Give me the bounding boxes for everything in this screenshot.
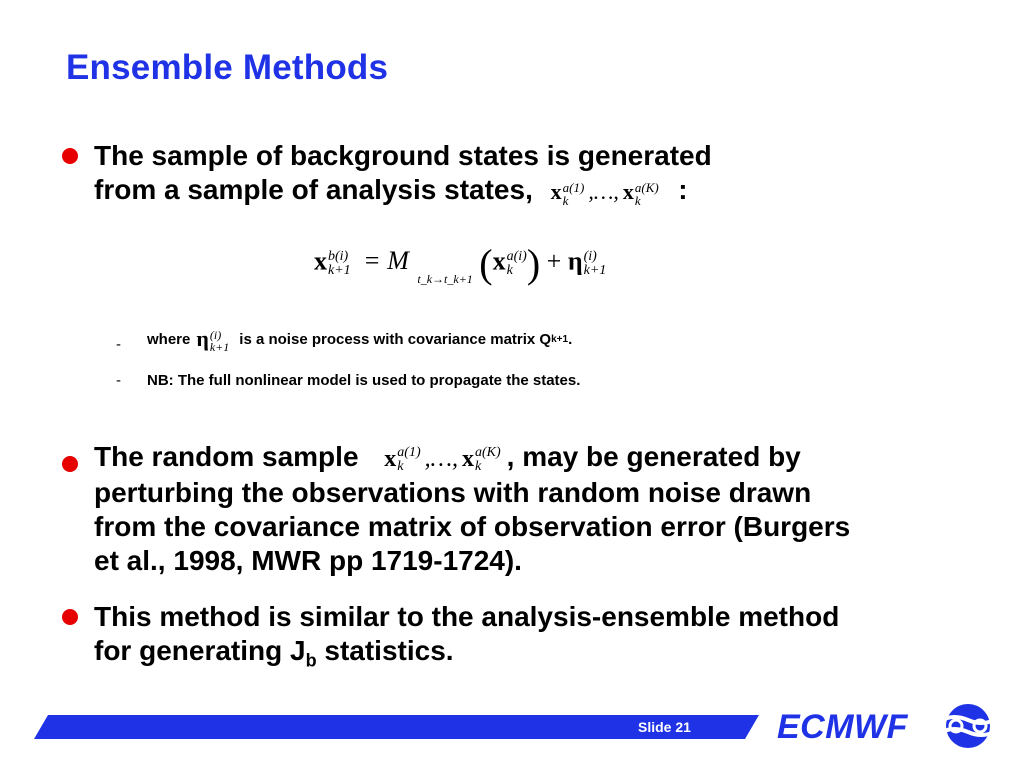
ecmwf-logo-icon [936,702,1000,750]
main-equation: x b(i) k+1 = M $_{t\_k\to t\_k+1}$ (x a(i) k ) + η (i) k+1 [314,241,607,287]
bullet-item-3: This method is similar to the analysis-ensemble method for generating $J_b$ statistics. [62,600,962,678]
sub-item-nb: - NB: The full nonlinear model is used to propagate the states. [116,372,581,389]
bullet-dot [62,609,78,625]
page-title: Ensemble Methods [66,48,389,87]
bullet-item-1 [62,139,962,209]
bullet-1-line-1: The sample of background states is generated [94,140,712,171]
sub-item-noise: - where η (i) k+1 is a noise process with covariance matrix Q k+1 . [116,326,573,354]
ecmwf-wordmark: ECMWF [777,708,908,746]
bullet-1-line-2: from a sample of analysis states, x a(1) k ,…, x a(K) k : [94,174,688,208]
analysis-set-formula: x a(1) k ,…, x a(K) k [550,179,659,208]
noise-symbol: η (i) k+1 [196,326,230,354]
slide-number: Slide 21 [638,719,691,735]
random-sample-formula: x a(1) k ,…, x a(K) k [384,445,501,475]
bullet-dot [62,456,78,472]
bullet-item-2: The random sample x a(1) k ,…, x a(K) k , may be generated by perturbing the observations with random noise drawn from the covariance matrix of observation error (Burgers et al., 1998, MWR pp 1719-1724). [62,440,962,578]
bullet-dot [62,148,78,164]
